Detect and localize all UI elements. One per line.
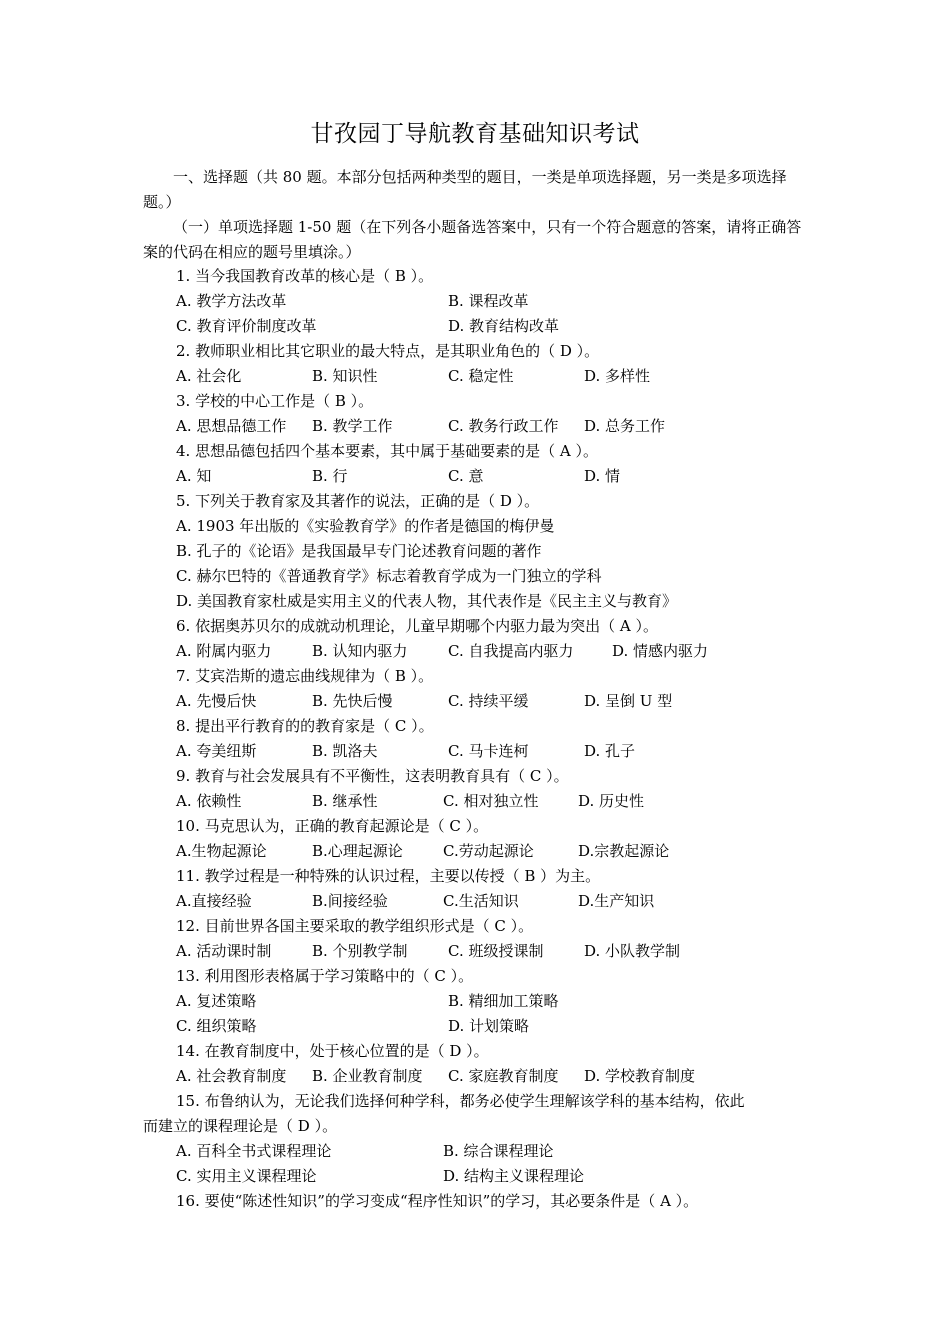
question-7: 7. 艾宾浩斯的遗忘曲线规律为（ B ）。	[176, 667, 434, 685]
option-9d: D. 历史性	[578, 792, 645, 810]
option-6d: D. 情感内驱力	[612, 642, 709, 660]
option-4c: C. 意	[448, 467, 484, 485]
option-15d: D. 结构主义课程理论	[443, 1167, 585, 1185]
option-9a: A. 依赖性	[176, 792, 242, 810]
option-2b: B. 知识性	[312, 367, 378, 385]
question-2: 2. 教师职业相比其它职业的最大特点，是其职业角色的（ D ）。	[176, 342, 600, 360]
section-heading: （一）单项选择题 1-50 题（在下列各小题备选答案中，只有一个符合题意的答案，请将正确答案的代码在相应的题号里填涂。）	[143, 218, 802, 261]
option-7d: D. 呈倒 U 型	[584, 692, 673, 710]
question-9: 9. 教育与社会发展具有不平衡性，这表明教育具有（ C ）。	[176, 767, 569, 785]
option-14b: B. 企业教育制度	[312, 1067, 423, 1085]
option-8b: B. 凯洛夫	[312, 742, 378, 760]
option-8c: C. 马卡连柯	[448, 742, 529, 760]
option-6b: B. 认知内驱力	[312, 642, 408, 660]
option-11a: A.直接经验	[176, 892, 252, 910]
option-13c: C. 组织策略	[176, 1017, 257, 1035]
option-10c: C.劳动起源论	[443, 842, 534, 860]
option-1a: A. 教学方法改革	[176, 292, 287, 310]
question-3: 3. 学校的中心工作是（ B ）。	[176, 392, 374, 410]
option-14a: A. 社会教育制度	[176, 1067, 287, 1085]
option-5a: A. 1903 年出版的《实验教育学》的作者是德国的梅伊曼	[176, 517, 555, 535]
option-12a: A. 活动课时制	[176, 942, 272, 960]
option-3d: D. 总务工作	[584, 417, 666, 435]
option-14c: C. 家庭教育制度	[448, 1067, 559, 1085]
option-12b: B. 个别教学制	[312, 942, 408, 960]
option-14d: D. 学校教育制度	[584, 1067, 696, 1085]
question-11: 11. 教学过程是一种特殊的认识过程，主要以传授（ B ）为主。	[176, 867, 601, 885]
option-3b: B. 教学工作	[312, 417, 393, 435]
option-5d: D. 美国教育家杜威是实用主义的代表人物，其代表作是《民主主义与教育》	[176, 592, 678, 610]
option-9c: C. 相对独立性	[443, 792, 539, 810]
intro-paragraph: 一、选择题（共 80 题。本部分包括两种类型的题目，一类是单项选择题，另一类是多项选择题。）	[143, 168, 787, 211]
option-3c: C. 教务行政工作	[448, 417, 559, 435]
option-13b: B. 精细加工策略	[448, 992, 559, 1010]
option-10d: D.宗教起源论	[578, 842, 670, 860]
option-8a: A. 夸美纽斯	[176, 742, 257, 760]
question-16: 16. 要使“陈述性知识”的学习变成“程序性知识”的学习，其必要条件是（ A ）。	[176, 1192, 699, 1210]
question-10: 10. 马克思认为，正确的教育起源论是（ C ）。	[176, 817, 489, 835]
option-4d: D. 情	[584, 467, 621, 485]
option-15a: A. 百科全书式课程理论	[176, 1142, 332, 1160]
option-13a: A. 复述策略	[176, 992, 257, 1010]
question-14: 14. 在教育制度中，处于核心位置的是（ D ）。	[176, 1042, 489, 1060]
question-4: 4. 思想品德包括四个基本要素，其中属于基础要素的是（ A ）。	[176, 442, 598, 460]
option-4b: B. 行	[312, 467, 348, 485]
option-3a: A. 思想品德工作	[176, 417, 287, 435]
option-2a: A. 社会化	[176, 367, 242, 385]
option-7a: A. 先慢后快	[176, 692, 257, 710]
option-15b: B. 综合课程理论	[443, 1142, 554, 1160]
option-8d: D. 孔子	[584, 742, 636, 760]
option-4a: A. 知	[176, 467, 212, 485]
question-12: 12. 目前世界各国主要采取的教学组织形式是（ C ）。	[176, 917, 534, 935]
option-7c: C. 持续平缓	[448, 692, 529, 710]
question-1: 1. 当今我国教育改革的核心是（ B ）。	[176, 267, 434, 285]
option-1b: B. 课程改革	[448, 292, 529, 310]
option-10b: B.心理起源论	[312, 842, 403, 860]
option-6a: A. 附属内驱力	[176, 642, 272, 660]
option-11d: D.生产知识	[578, 892, 655, 910]
option-1d: D. 教育结构改革	[448, 317, 560, 335]
option-11c: C.生活知识	[443, 892, 519, 910]
option-15c: C. 实用主义课程理论	[176, 1167, 317, 1185]
page-title: 甘孜园丁导航教育基础知识考试	[310, 121, 640, 147]
question-6: 6. 依据奥苏贝尔的成就动机理论，儿童早期哪个内驱力最为突出（ A ）。	[176, 617, 658, 635]
question-15-continued: 而建立的课程理论是（ D ）。	[143, 1117, 338, 1135]
option-6c: C. 自我提高内驱力	[448, 642, 574, 660]
option-1c: C. 教育评价制度改革	[176, 317, 317, 335]
option-12c: C. 班级授课制	[448, 942, 544, 960]
option-2c: C. 稳定性	[448, 367, 514, 385]
option-11b: B.间接经验	[312, 892, 388, 910]
option-7b: B. 先快后慢	[312, 692, 393, 710]
option-2d: D. 多样性	[584, 367, 651, 385]
option-13d: D. 计划策略	[448, 1017, 530, 1035]
question-5: 5. 下列关于教育家及其著作的说法，正确的是（ D ）。	[176, 492, 540, 510]
question-15: 15. 布鲁纳认为，无论我们选择何种学科，都务必使学生理解该学科的基本结构，依此	[176, 1092, 745, 1110]
question-8: 8. 提出平行教育的的教育家是（ C ）。	[176, 717, 434, 735]
question-13: 13. 利用图形表格属于学习策略中的（ C ）。	[176, 967, 474, 985]
option-5c: C. 赫尔巴特的《普通教育学》标志着教育学成为一门独立的学科	[176, 567, 602, 585]
option-9b: B. 继承性	[312, 792, 378, 810]
option-5b: B. 孔子的《论语》是我国最早专门论述教育问题的著作	[176, 542, 542, 560]
option-12d: D. 小队教学制	[584, 942, 681, 960]
option-10a: A.生物起源论	[176, 842, 267, 860]
